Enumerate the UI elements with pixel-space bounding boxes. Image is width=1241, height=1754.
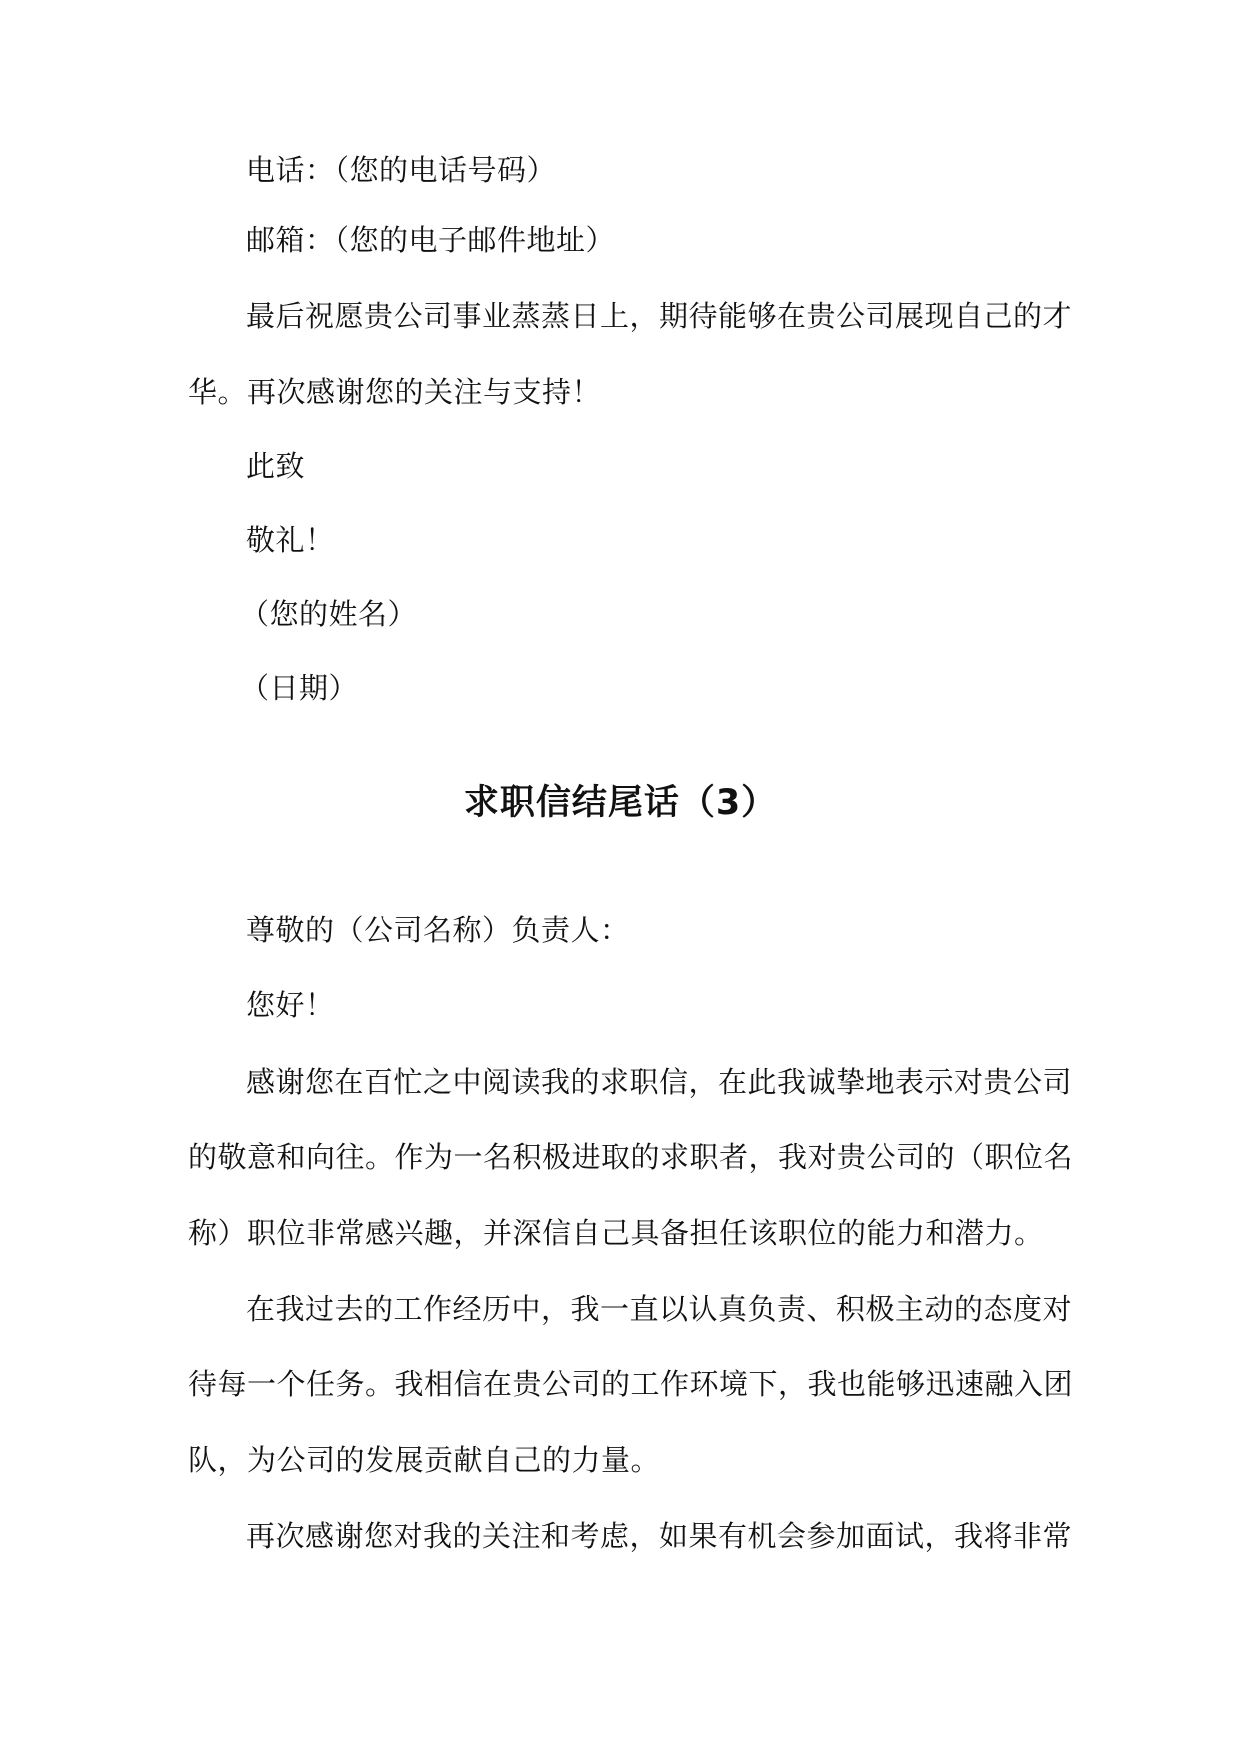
- sender-name-placeholder: （您的姓名）: [240, 597, 418, 631]
- paragraph-2-line-3: 队，为公司的发展贡献自己的力量。: [188, 1443, 661, 1477]
- paragraph-2-line-2: 待每一个任务。我相信在贵公司的工作环境下，我也能够迅速融入团: [188, 1367, 1074, 1401]
- paragraph-1-line-3: 称）职位非常感兴趣，并深信自己具备担任该职位的能力和潜力。: [188, 1216, 1044, 1250]
- closing-line-2: 华。再次感谢您的关注与支持！: [188, 375, 602, 409]
- salutation-cizhi: 此致: [246, 449, 306, 483]
- phone-line: 电话：（您的电话号码）: [246, 153, 557, 187]
- paragraph-1-line-2: 的敬意和向往。作为一名积极进取的求职者，我对贵公司的（职位名: [188, 1140, 1074, 1174]
- greeting-line: 尊敬的（公司名称）负责人：: [246, 913, 630, 947]
- paragraph-1-line-1: 感谢您在百忙之中阅读我的求职信，在此我诚挚地表示对贵公司: [246, 1065, 1073, 1099]
- salutation-jingli: 敬礼！: [246, 523, 335, 557]
- hello-line: 您好！: [246, 988, 335, 1022]
- date-placeholder: （日期）: [240, 671, 359, 705]
- closing-line-1: 最后祝愿贵公司事业蒸蒸日上，期待能够在贵公司展现自己的才: [246, 299, 1073, 333]
- email-line: 邮箱：（您的电子邮件地址）: [246, 223, 616, 257]
- paragraph-2-line-1: 在我过去的工作经历中，我一直以认真负责、积极主动的态度对: [246, 1292, 1073, 1326]
- paragraph-3-line-1: 再次感谢您对我的关注和考虑，如果有机会参加面试，我将非常: [246, 1519, 1073, 1553]
- section-title: 求职信结尾话（3）: [463, 783, 778, 823]
